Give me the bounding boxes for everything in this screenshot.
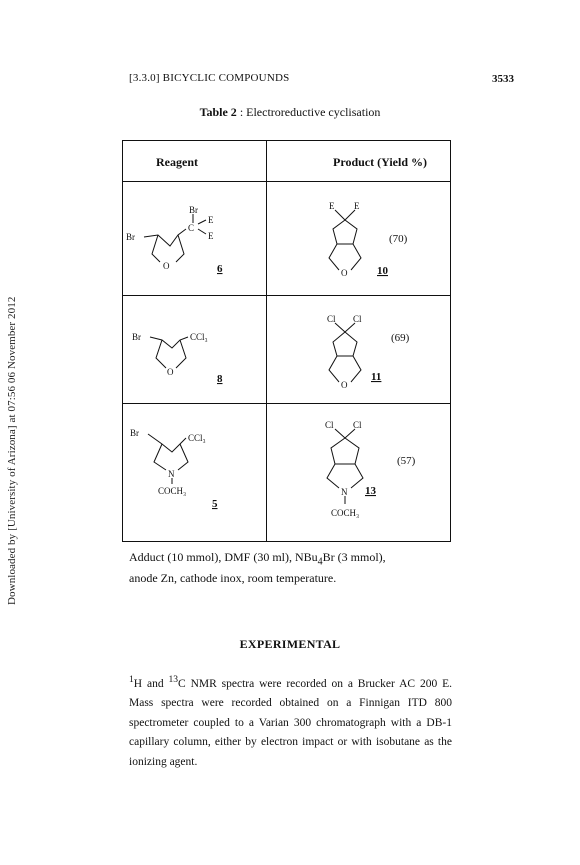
group-coch3: COCH₃ [331, 508, 360, 518]
table-caption: : Electroreductive cyclisation [236, 105, 381, 119]
product-structure-11 [267, 296, 451, 403]
compound-number: 13 [365, 485, 376, 497]
atom-cl: Cl [353, 420, 362, 430]
compound-number: 8 [217, 373, 223, 385]
section-heading: EXPERIMENTAL [239, 637, 341, 651]
atom-br: Br [126, 232, 135, 242]
compound-number: 10 [377, 265, 388, 277]
substituent-e: E [354, 201, 360, 211]
group-coch3: COCH₃ [158, 486, 187, 496]
product-structure-13 [267, 404, 451, 541]
footnote-line: anode Zn, cathode inox, room temperature. [129, 571, 337, 586]
substituent-e: E [329, 201, 335, 211]
atom-br: Br [130, 428, 139, 438]
group-ccl3: CCl₃ [188, 433, 206, 443]
reagent-structure-8 [122, 296, 266, 403]
atom-e: E [208, 215, 214, 225]
reagent-structure-5 [122, 404, 266, 541]
download-watermark: Downloaded by [University of Arizona] at 07:56 06 November 2012 [6, 296, 18, 605]
header-reagent: Reagent [156, 155, 198, 169]
page-number: 3533 [492, 73, 514, 85]
atom-n: N [168, 469, 175, 479]
atom-o: O [167, 367, 174, 377]
body-paragraph: $^1$H and $^{13}$C NMR spectra were recorded on a Brucker AC 200 E. Mass spectra were recorded obtained on a Finnigan ITD 800 spectrometer coupled to a Varian 300 chromatograph with a DB-1 capillary column, either by electron impact or with isobutane as the ionizing agent. [129, 674, 452, 768]
yield-value: (57) [397, 455, 416, 467]
compound-number: 6 [217, 263, 223, 275]
table-title [0, 105, 580, 120]
atom-br: Br [189, 205, 198, 215]
atom-br: Br [132, 332, 141, 342]
atom-cl: Cl [325, 420, 334, 430]
compound-number: 5 [212, 498, 218, 510]
footnote-line: Adduct (10 mmol), DMF (30 ml), NBu$_4$Br (3 mmol), [129, 550, 386, 568]
atom-cl: Cl [353, 314, 362, 324]
running-head: [3.3.0] BICYCLIC COMPOUNDS [129, 72, 290, 84]
atom-o: O [341, 380, 348, 390]
atom-cl: Cl [327, 314, 336, 324]
product-structure-10 [267, 182, 451, 295]
table-footnote [129, 549, 449, 587]
reagent-structure-6 [122, 182, 266, 295]
atom-o: O [341, 268, 348, 278]
atom-e: E [208, 231, 214, 241]
yield-value: (69) [391, 332, 410, 344]
yield-value: (70) [389, 233, 408, 245]
group-ccl3: CCl₃ [190, 332, 208, 342]
compound-number: 11 [371, 371, 382, 383]
table-label: Table 2 [199, 105, 237, 119]
atom-n: N [341, 487, 348, 497]
header-product: Product (Yield %) [333, 155, 427, 169]
atom-o: O [163, 261, 170, 271]
atom-c: C [188, 223, 195, 233]
